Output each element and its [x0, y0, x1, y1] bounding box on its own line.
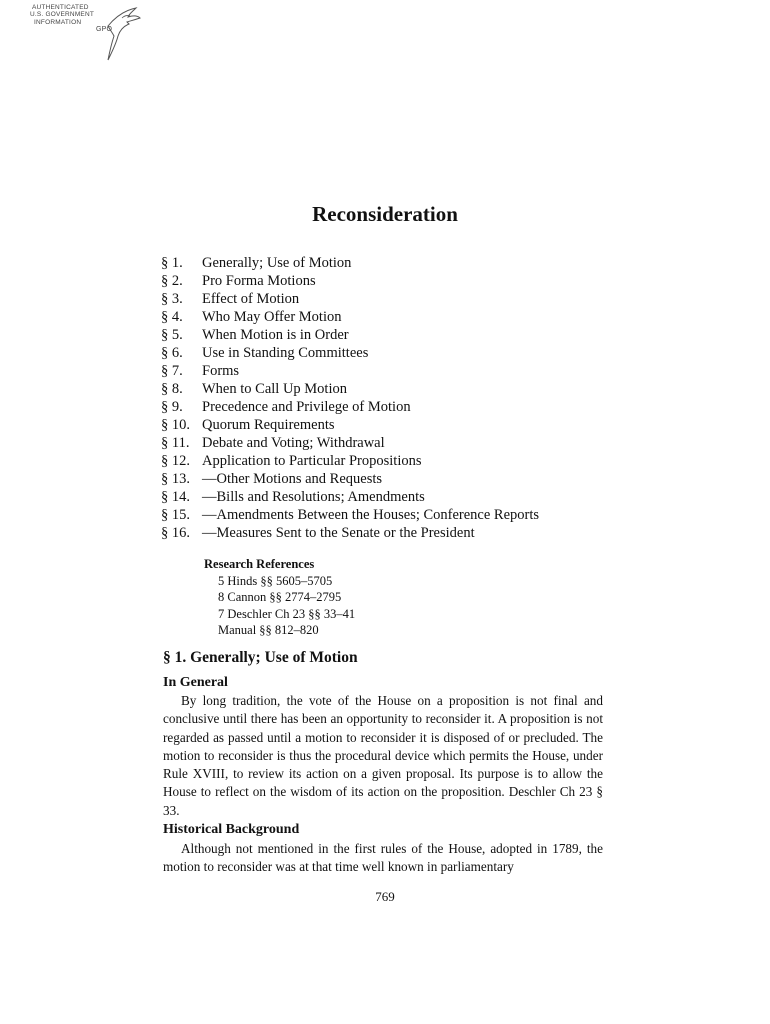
- toc-item: [161, 362, 539, 380]
- toc-section-title: Pro Forma Motions: [202, 273, 316, 289]
- toc-section-title: Forms: [202, 363, 240, 379]
- subheading-historical-background: Historical Background: [163, 822, 300, 837]
- toc-section-title: Quorum Requirements: [202, 417, 335, 433]
- toc-section-number: § 16.: [161, 525, 190, 541]
- seal-line: U.S. GOVERNMENT: [30, 11, 95, 19]
- toc-section-number: § 4.: [161, 309, 183, 325]
- toc-section-number: § 13.: [161, 471, 190, 487]
- toc-section-title: Who May Offer Motion: [202, 309, 342, 325]
- toc-item: [161, 272, 539, 290]
- toc-item: [161, 254, 539, 272]
- toc-item: [161, 416, 539, 434]
- toc-section-number: § 15.: [161, 507, 190, 523]
- seal-text: [30, 4, 112, 34]
- page-title: Reconsideration: [312, 202, 458, 226]
- toc-section-number: § 10.: [161, 417, 190, 433]
- toc-section-number: § 14.: [161, 489, 190, 505]
- toc-section-title: —Amendments Between the Houses; Conference Reports: [202, 507, 540, 523]
- toc-section-number: § 7.: [161, 363, 183, 379]
- page-number: 769: [375, 889, 395, 904]
- toc-section-title: Effect of Motion: [202, 291, 300, 307]
- toc-section-number: § 5.: [161, 327, 183, 343]
- research-reference-item: Manual §§ 812–820: [218, 623, 319, 638]
- seal-line: GPO: [96, 26, 113, 34]
- toc-section-number: § 9.: [161, 399, 183, 415]
- toc-section-title: Use in Standing Committees: [202, 345, 369, 361]
- research-references: [204, 556, 355, 639]
- toc-item: [161, 470, 539, 488]
- toc-section-number: § 8.: [161, 381, 183, 397]
- toc-section-title: When Motion is in Order: [202, 327, 349, 343]
- subheading-in-general: In General: [163, 675, 228, 690]
- toc-section-title: —Measures Sent to the Senate or the President: [202, 525, 475, 541]
- seal-line: INFORMATION: [34, 18, 82, 26]
- toc-section-number: § 11.: [161, 435, 190, 451]
- toc-section-title: Debate and Voting; Withdrawal: [202, 435, 385, 451]
- toc-section-title: —Bills and Resolutions; Amendments: [202, 489, 425, 505]
- toc-section-number: § 12.: [161, 453, 190, 469]
- body-paragraph: Although not mentioned in the first rules of the House, adopted in 1789, the motion to reconsider was at that time well known in parliamentary: [163, 841, 603, 875]
- toc-section-title: When to Call Up Motion: [202, 381, 347, 397]
- toc-section-number: § 1.: [161, 255, 183, 271]
- toc-item: [161, 506, 539, 524]
- toc-section-title: Generally; Use of Motion: [202, 255, 352, 271]
- toc-item: [161, 524, 539, 542]
- toc-item: [161, 434, 539, 452]
- toc-section-title: Application to Particular Propositions: [202, 453, 422, 469]
- research-reference-item: 7 Deschler Ch 23 §§ 33–41: [218, 606, 356, 621]
- toc-item: [161, 326, 539, 344]
- gpo-authentication-seal: [30, 4, 142, 64]
- research-reference-item: 8 Cannon §§ 2774–2795: [218, 590, 342, 605]
- toc-item: [161, 308, 539, 326]
- research-references-heading: Research References: [204, 557, 315, 571]
- toc-section-number: § 2.: [161, 273, 183, 289]
- toc-item: [161, 290, 539, 308]
- toc-section-title: —Other Motions and Requests: [202, 471, 383, 487]
- section-contents-list: [161, 254, 539, 542]
- section-heading: § 1. Generally; Use of Motion: [163, 649, 358, 666]
- toc-section-title: Precedence and Privilege of Motion: [202, 399, 411, 415]
- toc-item: [161, 380, 539, 398]
- toc-item: [161, 344, 539, 362]
- toc-section-number: § 3.: [161, 291, 183, 307]
- toc-item: [161, 398, 539, 416]
- toc-section-number: § 6.: [161, 345, 183, 361]
- body-paragraph: By long tradition, the vote of the House on a proposition is not final and conclusive until there has been an opportunity to reconsider it. A proposition is not regarded as passed until a motion to reconsider it is disposed of or precluded. The motion to reconsider is thus the procedural device which permits the House, under Rule XVIII, to review its action on a given proposal. Its purpose is to allow the House to reflect on the wisdom of its action on the proposition. Deschler Ch 23 § 33.: [163, 693, 603, 818]
- eagle-icon: [102, 6, 142, 62]
- toc-item: [161, 452, 539, 470]
- research-reference-item: 5 Hinds §§ 5605–5705: [218, 574, 333, 588]
- toc-item: [161, 488, 539, 506]
- seal-line: AUTHENTICATED: [32, 4, 89, 11]
